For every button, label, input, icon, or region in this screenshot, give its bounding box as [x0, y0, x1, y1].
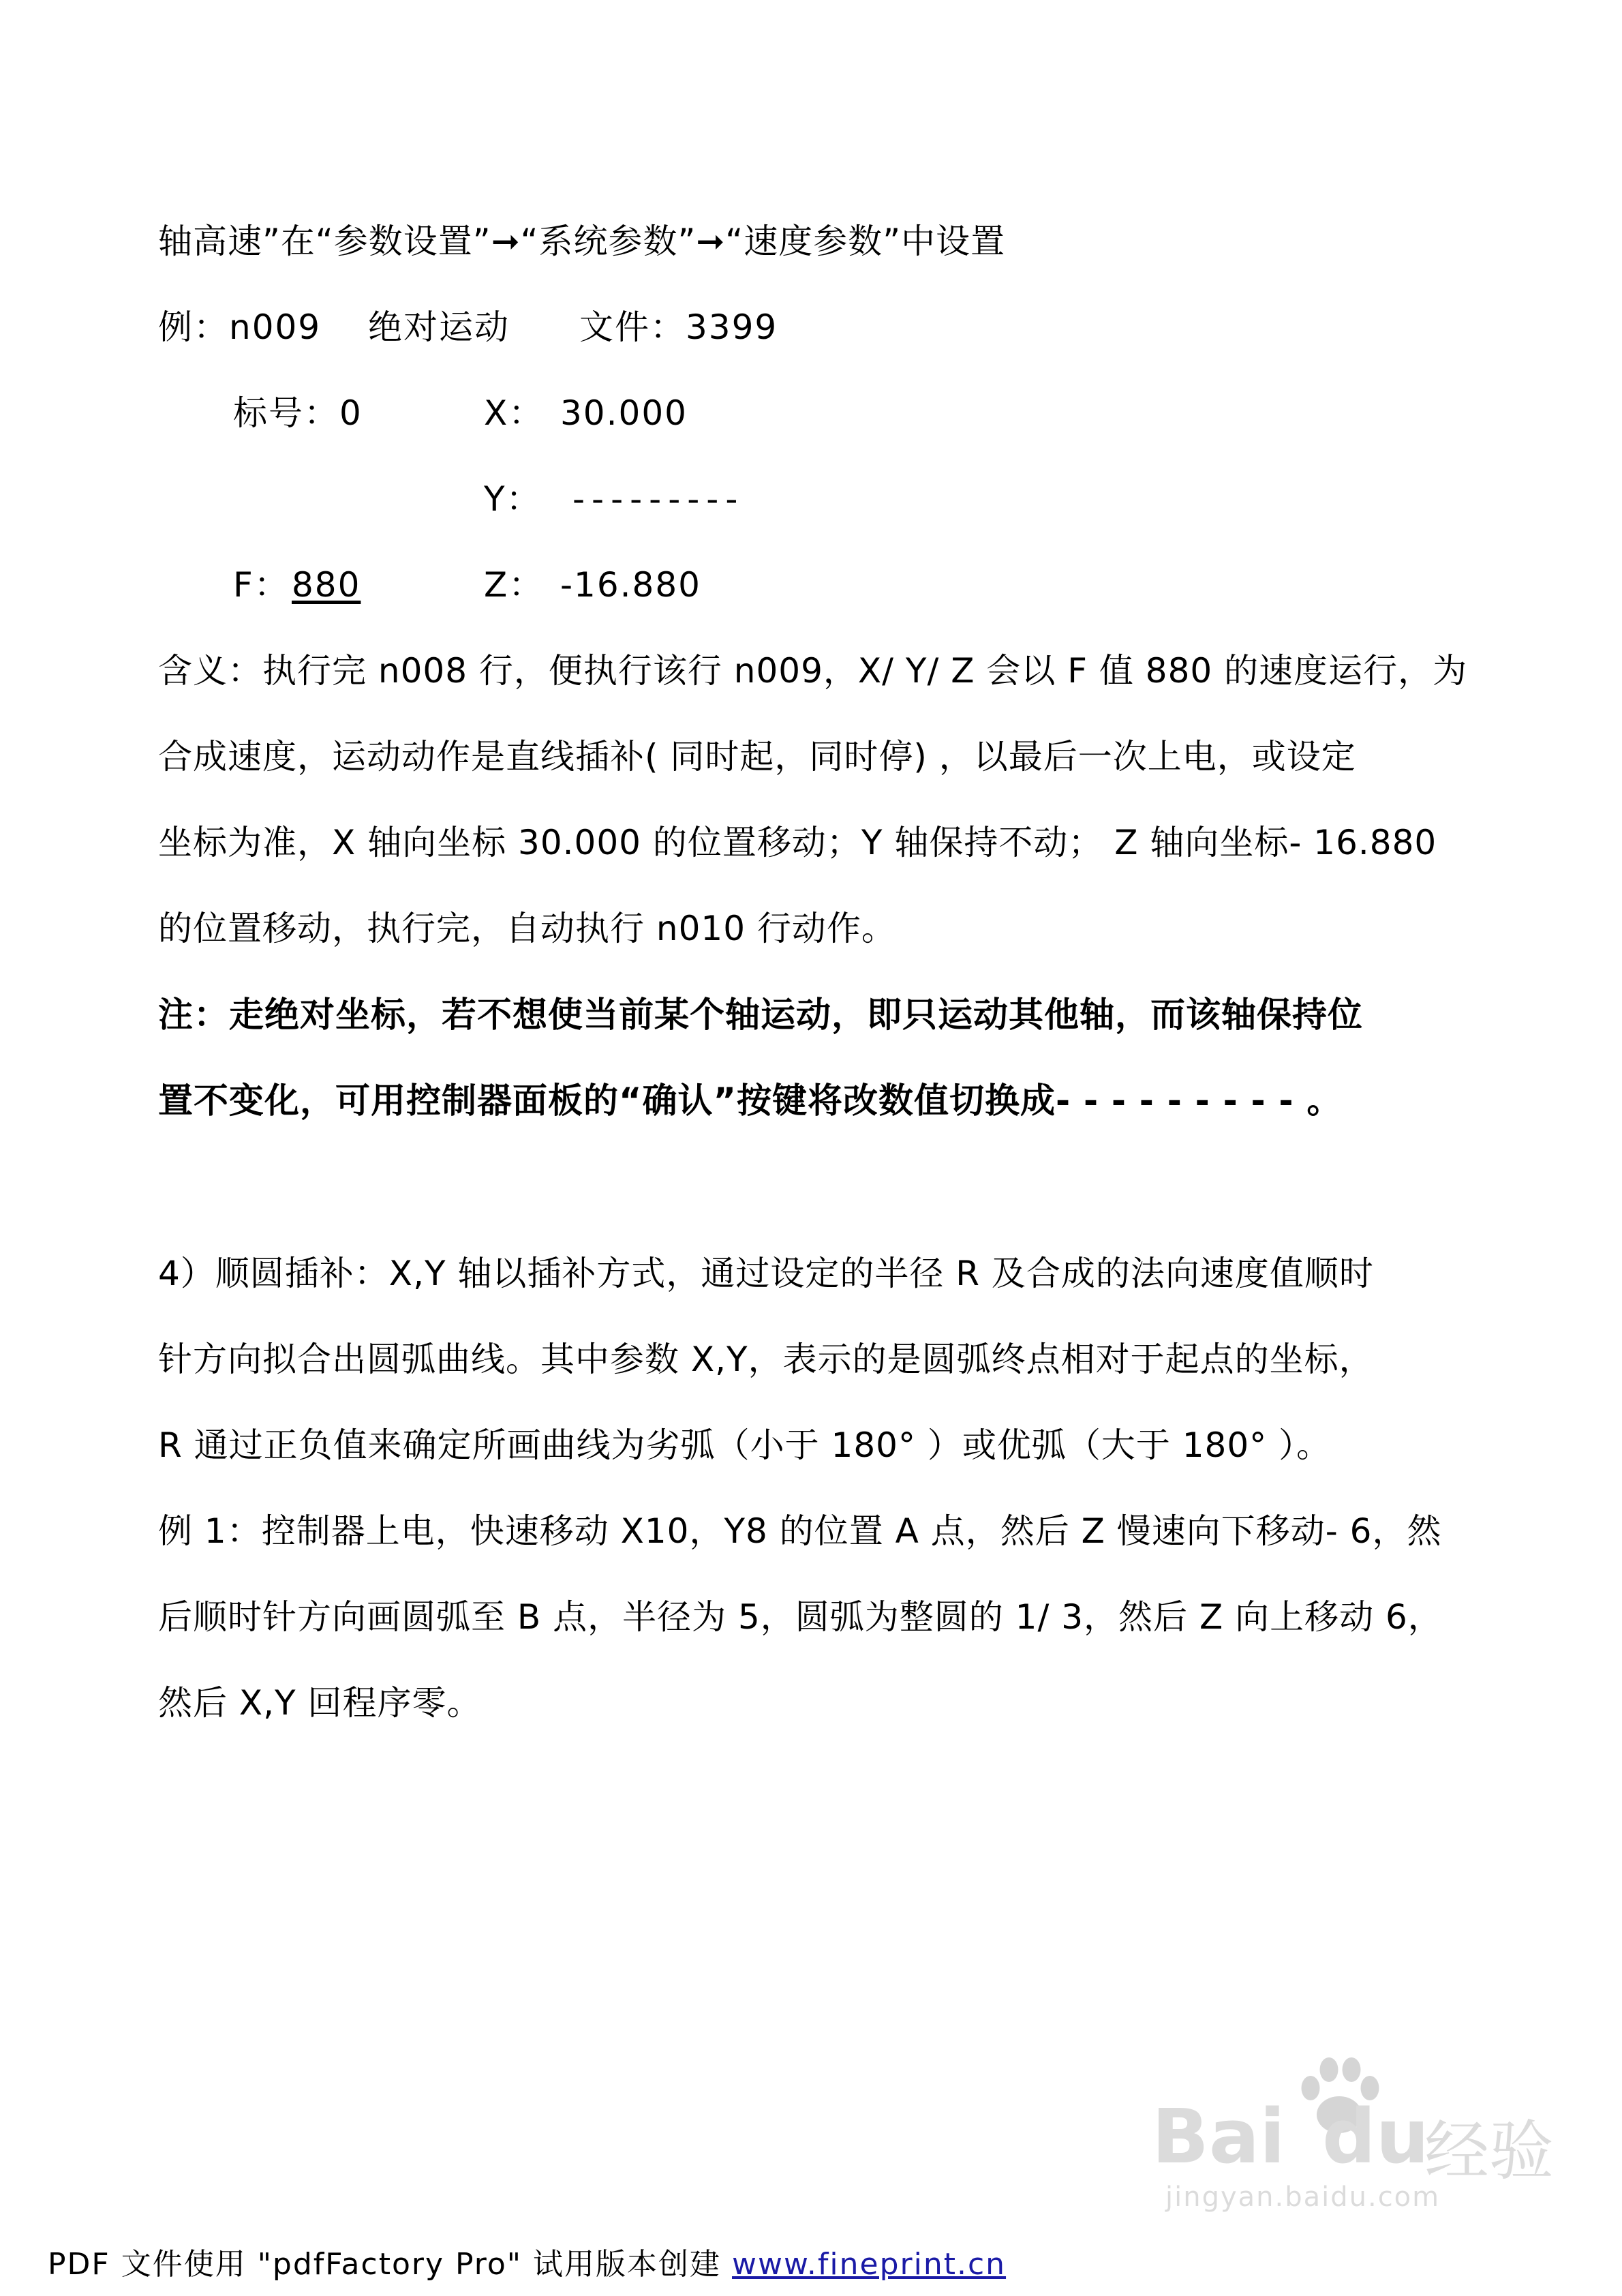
z-value: -16.880 — [560, 565, 701, 605]
example-mode: 绝对运动 — [368, 307, 510, 347]
text-line: R 通过正负值来确定所画曲线为劣弧（小于 180° ）或优弧（大于 180° ）。 — [158, 1425, 1332, 1465]
footer-text: PDF 文件使用 "pdfFactory Pro" 试用版本创建 — [48, 2247, 733, 2282]
text-line: 然后 X,Y 回程序零。 — [158, 1683, 482, 1723]
baidu-watermark — [1152, 2045, 1561, 2213]
note-line: 注：走绝对坐标，若不想使当前某个轴运动，即只运动其他轴，而该轴保持位 — [158, 995, 1364, 1036]
text-line: 例 1：控制器上电，快速移动 X10，Y8 的位置 A 点，然后 Z 慢速向下移动- 6，然 — [158, 1511, 1442, 1551]
text-line: 4）顺圆插补：X,Y 轴以插补方式，通过设定的半径 R 及合成的法向速度值顺时 — [158, 1254, 1374, 1293]
footer-link[interactable]: www.fineprint.cn — [732, 2247, 1007, 2282]
example-header-prefix: 例：n009 — [158, 307, 322, 347]
y-value: --------- — [572, 479, 745, 519]
watermark-brand-right: du — [1322, 2093, 1430, 2180]
watermark-service: 经验 — [1424, 2114, 1555, 2189]
note-line: 置不变化，可用控制器面板的“确认”按键将改数值切换成- - - - - - - - - 。 — [158, 1081, 1343, 1121]
y-label: Y： — [484, 479, 542, 519]
text-line: 坐标为准，X 轴向坐标 30.000 的位置移动；Y 轴保持不动； Z 轴向坐标- 16.880 — [158, 823, 1437, 862]
f-value: 880 — [292, 565, 361, 605]
z-label: Z： — [484, 565, 545, 605]
x-value: 30.000 — [560, 393, 688, 433]
text-line: 合成速度，运动动作是直线插补( 同时起，同时停) ，以最后一次上电，或设定 — [158, 737, 1356, 776]
footer — [48, 2244, 1006, 2285]
text-line: 的位置移动，执行完，自动执行 n010 行动作。 — [158, 909, 896, 948]
example-file-label: 文件：3399 — [579, 307, 778, 347]
watermark-brand-left: Bai — [1152, 2093, 1285, 2180]
label-tag: 标号：0 — [233, 393, 363, 433]
text-line: 含义：执行完 n008 行，便执行该行 n009，X/ Y/ Z 会以 F 值 880 的速度运行，为 — [158, 651, 1468, 691]
text-line: 后顺时针方向画圆弧至 B 点，半径为 5，圆弧为整圆的 1/ 3，然后 Z 向上移动 6， — [158, 1597, 1443, 1637]
x-label: X： — [484, 393, 545, 433]
text-line: 轴高速”在“参数设置”➞“系统参数”➞“速度参数”中设置 — [158, 222, 1006, 261]
watermark-url: jingyan.baidu.com — [1165, 2181, 1441, 2213]
text-line: 针方向拟合出圆弧曲线。其中参数 X,Y，表示的是圆弧终点相对于起点的坐标， — [158, 1340, 1374, 1379]
f-label: F： — [233, 565, 290, 605]
